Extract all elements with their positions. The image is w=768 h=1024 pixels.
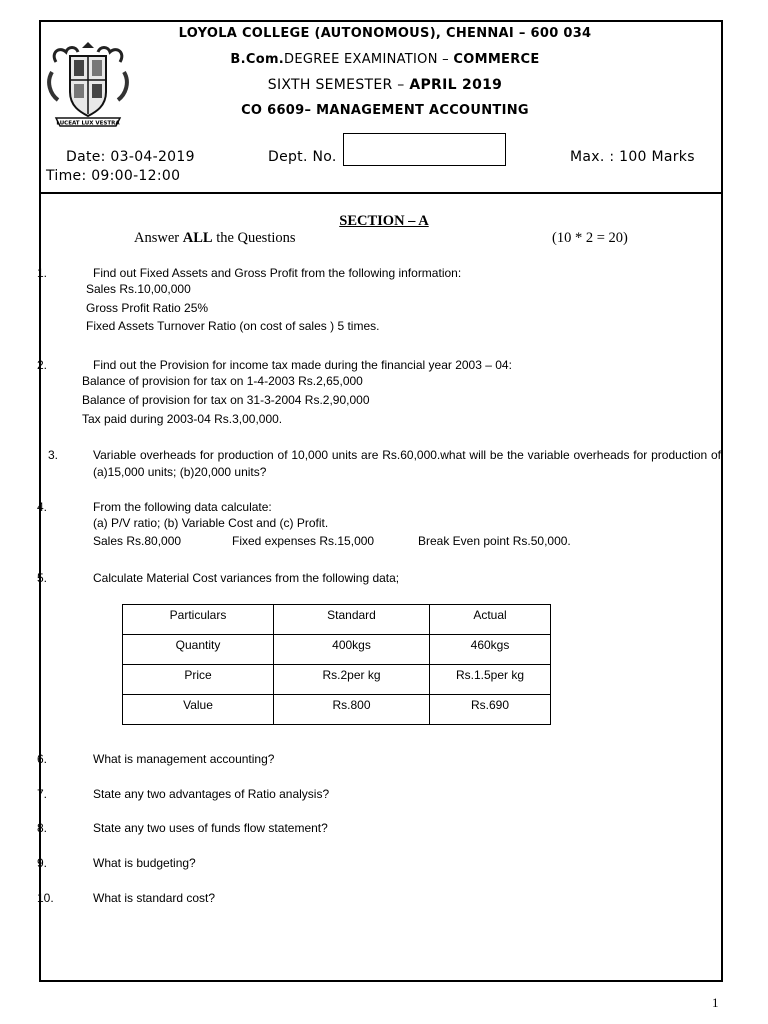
q7-text: State any two advantages of Ratio analysis? (93, 787, 330, 801)
q5-text: Calculate Material Cost variances from the following data; (93, 571, 400, 585)
table-header-row (123, 605, 551, 635)
q4-text: From the following data calculate: (93, 500, 272, 514)
logo-motto: LUCEAT LUX VESTRA (56, 120, 120, 127)
q3-text: Variable overheads for production of 10,000 units are Rs.60,000.what will be the variable overheads for production of (a)15,000 units; (b)20,000 units? (93, 448, 721, 479)
q10-number: 10. (37, 891, 54, 905)
dept-no-box (343, 133, 506, 166)
semester-line (130, 77, 640, 93)
table-header-cell: Standard (274, 605, 430, 635)
q2-line-3: Tax paid during 2003-04 Rs.3,00,000. (82, 412, 283, 426)
course-title: CO 6609– MANAGEMENT ACCOUNTING (241, 103, 529, 118)
semester-prefix: SIXTH SEMESTER – (267, 77, 410, 93)
q7-number: 7. (37, 787, 48, 801)
q8-text: State any two uses of funds flow statement? (93, 821, 328, 835)
table-cell: Rs.2per kg (274, 665, 430, 695)
q6-text: What is management accounting? (93, 752, 275, 766)
q1-number: 1. (37, 266, 48, 280)
q4-subparts: (a) P/V ratio; (b) Variable Cost and (c) Profit. (93, 516, 329, 530)
college-crest-logo (46, 42, 130, 132)
degree-middle: DEGREE EXAMINATION – (284, 52, 454, 67)
college-name: LOYOLA COLLEGE (AUTONOMOUS), CHENNAI – 600 034 (178, 26, 592, 41)
page-number: 1 (712, 995, 719, 1010)
degree-dept: COMMERCE (453, 52, 540, 67)
table-row (123, 695, 551, 725)
q1-line-1: Sales Rs.10,00,000 (86, 282, 191, 296)
q2-text: Find out the Provision for income tax made during the financial year 2003 – 04: (93, 358, 512, 372)
table-cell: Rs.690 (430, 695, 551, 725)
q8-number: 8. (37, 821, 48, 835)
semester-term: APRIL 2019 (409, 77, 503, 93)
q5-number: 5. (37, 571, 48, 585)
instruction-suffix: the Questions (212, 230, 296, 246)
q3-number: 3. (48, 448, 59, 462)
instruction-bold: ALL (182, 230, 213, 246)
section-instruction (134, 230, 296, 247)
table-cell: Value (123, 695, 274, 725)
table-row (123, 635, 551, 665)
table-cell: 400kgs (274, 635, 430, 665)
exam-time: Time: 09:00-12:00 (46, 168, 181, 184)
q1-line-3: Fixed Assets Turnover Ratio (on cost of sales ) 5 times. (86, 319, 380, 333)
table-cell: Quantity (123, 635, 274, 665)
table-cell: 460kgs (430, 635, 551, 665)
table-header-cell: Actual (430, 605, 551, 635)
q4-fixed-expenses: Fixed expenses Rs.15,000 (232, 534, 375, 548)
table-cell: Rs.800 (274, 695, 430, 725)
dept-no-label: Dept. No. (268, 149, 337, 165)
q10-text: What is standard cost? (93, 891, 216, 905)
exam-date: Date: 03-04-2019 (66, 149, 195, 165)
degree-line (130, 52, 640, 67)
q1-line-2: Gross Profit Ratio 25% (86, 301, 209, 315)
q1-text: Find out Fixed Assets and Gross Profit from the following information: (93, 266, 462, 280)
table-cell: Price (123, 665, 274, 695)
table-header-cell: Particulars (123, 605, 274, 635)
section-marks: (10 * 2 = 20) (552, 230, 628, 246)
q6-number: 6. (37, 752, 48, 766)
q2-number: 2. (37, 358, 48, 372)
q2-line-2: Balance of provision for tax on 31-3-2004 Rs.2,90,000 (82, 393, 370, 407)
degree-prefix: B.Com. (230, 52, 285, 67)
q4-break-even: Break Even point Rs.50,000. (418, 534, 571, 548)
table-cell: Rs.1.5per kg (430, 665, 551, 695)
max-marks: Max. : 100 Marks (570, 149, 695, 165)
q9-number: 9. (37, 856, 48, 870)
material-cost-table (122, 604, 551, 725)
q2-line-1: Balance of provision for tax on 1-4-2003 Rs.2,65,000 (82, 374, 363, 388)
table-row (123, 665, 551, 695)
instruction-prefix: Answer (134, 230, 183, 246)
header-divider (39, 192, 723, 194)
q9-text: What is budgeting? (93, 856, 196, 870)
q4-sales: Sales Rs.80,000 (93, 534, 182, 548)
q4-number: 4. (37, 500, 48, 514)
section-title: SECTION – A (339, 213, 429, 229)
